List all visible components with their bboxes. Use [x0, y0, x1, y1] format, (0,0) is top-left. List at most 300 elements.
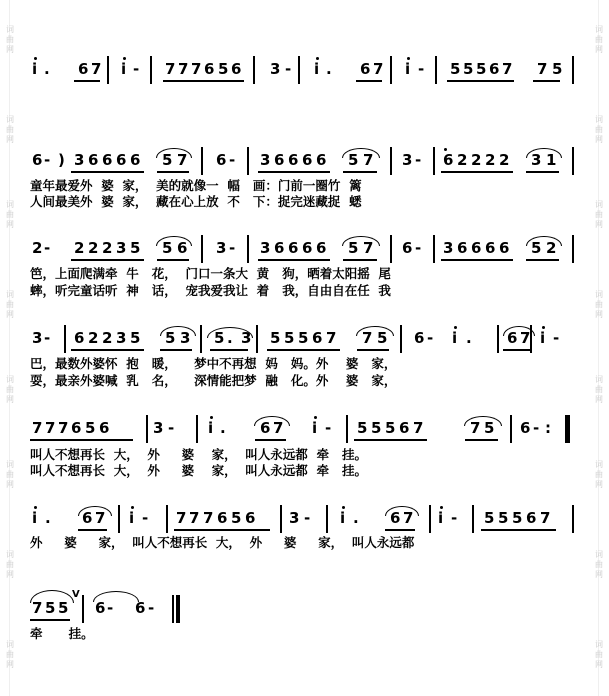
watermark-glyph: 词 [595, 375, 603, 384]
watermark-glyph: 词 [595, 25, 603, 34]
note-digit: 6 [102, 151, 113, 169]
watermark-glyph: 网 [595, 660, 603, 669]
note-digit: 7 [540, 509, 551, 527]
note-digit: 3 [180, 329, 191, 347]
note-digit: 3 [402, 151, 413, 169]
note-digit: 6 [402, 239, 413, 257]
dash: - [415, 151, 422, 169]
note-digit: 7 [189, 509, 200, 527]
note-digit: 6 [95, 599, 106, 617]
watermark-glyph: 网 [595, 220, 603, 229]
note-digit: 2 [471, 151, 482, 169]
note-digit: 7 [91, 60, 102, 78]
note-digit: 6 [71, 419, 82, 437]
watermark-glyphs [2, 550, 18, 580]
barline [172, 595, 174, 623]
note-digit: 3 [32, 329, 43, 347]
beam-underline [354, 439, 427, 441]
watermark-glyph: 网 [6, 220, 14, 229]
watermark-glyphs [591, 640, 607, 670]
note-digit: 7 [413, 419, 424, 437]
watermark-glyph: 曲 [6, 650, 14, 659]
note-digit: 5 [214, 329, 225, 347]
high-octave-dot [407, 57, 410, 60]
note-digit: 5 [385, 419, 396, 437]
note-digit: 5 [162, 151, 173, 169]
barline [253, 56, 255, 84]
beam-underline [258, 171, 330, 173]
note-digit: 6 [99, 419, 110, 437]
notation-row [0, 599, 609, 627]
barline [82, 595, 84, 623]
note-digit: 7 [178, 60, 189, 78]
beam-underline [30, 439, 133, 441]
note-digit: i [405, 60, 411, 78]
watermark-glyphs [591, 25, 607, 55]
note-digit: 6 [274, 151, 285, 169]
dash: - [427, 329, 434, 347]
note-digit: 7 [32, 419, 43, 437]
notation-row [0, 151, 609, 179]
barline [256, 325, 258, 353]
note-digit: 6 [130, 151, 141, 169]
watermark-glyphs [591, 115, 607, 145]
watermark-glyph: 网 [6, 570, 14, 579]
watermark-glyphs [591, 550, 607, 580]
lyric-line: 童年最爱外 婆 家， 美的就像一 幅 画：门前一圈竹 篱 [30, 178, 362, 193]
note-digit: 3 [74, 151, 85, 169]
note-digit: 3 [153, 419, 164, 437]
barline [150, 56, 152, 84]
note-digit: 2 [88, 329, 99, 347]
barline [247, 235, 249, 263]
note-digit: i [312, 419, 318, 437]
slur [93, 591, 139, 602]
note-digit: 2 [485, 151, 496, 169]
note-digit: 6 [288, 151, 299, 169]
watermark-glyph: 曲 [6, 385, 14, 394]
watermark-glyph: 网 [595, 570, 603, 579]
note-digit: 2 [546, 239, 557, 257]
barline [346, 415, 348, 443]
note-digit: 3 [260, 151, 271, 169]
dot: . [326, 60, 332, 78]
final-bar [176, 595, 180, 623]
note-digit: 3 [270, 60, 281, 78]
dash: - [133, 60, 140, 78]
dot: . [45, 509, 51, 527]
note-digit: 3 [531, 151, 542, 169]
lyric-line: 人间最美外 婆 家， 藏在心上放 不 下：捉完迷藏捉 蟋 [30, 194, 362, 209]
watermark-glyph: 网 [595, 45, 603, 54]
note-digit: 5 [377, 329, 388, 347]
dash: - [168, 419, 175, 437]
watermark-glyph: 网 [595, 480, 603, 489]
note-digit: 6 [32, 151, 43, 169]
note-digit: 3 [443, 239, 454, 257]
slur [385, 506, 419, 516]
watermark-glyph: 词 [6, 550, 14, 559]
notation-row [0, 419, 609, 447]
note-digit: i [208, 419, 214, 437]
barline [433, 235, 435, 263]
note-digit: 7 [373, 60, 384, 78]
note-digit: 5 [531, 239, 542, 257]
watermark-glyph: 词 [595, 550, 603, 559]
repeat-end-bar [566, 415, 570, 443]
note-digit: 6 [443, 151, 454, 169]
watermark-glyphs [591, 290, 607, 320]
note-digit: 2 [74, 239, 85, 257]
high-octave-dot [210, 416, 213, 419]
note-digit: 6 [217, 509, 228, 527]
barline [572, 505, 574, 533]
watermark-glyphs [2, 115, 18, 145]
barline [472, 505, 474, 533]
note-digit: 7 [362, 329, 373, 347]
beam-underline [174, 529, 270, 531]
beam-underline [343, 171, 377, 173]
dash: - [148, 599, 155, 617]
watermark-glyph: 网 [6, 660, 14, 669]
watermark-glyph: 曲 [595, 650, 603, 659]
note-digit: 6 [288, 239, 299, 257]
lyric-line: 笆，上面爬满牵 牛 花， 门口一条大 黄 狗，晒着太阳摇 尾 [30, 266, 391, 281]
beam-underline [385, 529, 415, 531]
note-digit: 7 [273, 419, 284, 437]
lyric-line: 牵 挂。 [30, 626, 94, 641]
note-digit: 6 [499, 239, 510, 257]
beam-underline [441, 259, 513, 261]
barline [298, 56, 300, 84]
note-digit: 6 [274, 239, 285, 257]
barline [201, 147, 203, 175]
high-octave-dot [444, 148, 447, 151]
watermark-glyph: 曲 [595, 210, 603, 219]
beam-underline [71, 349, 144, 351]
beam-underline [258, 259, 330, 261]
note-digit: 7 [176, 509, 187, 527]
note-digit: 7 [470, 419, 481, 437]
slur [254, 416, 290, 426]
note-digit: i [32, 509, 38, 527]
notation-row [0, 239, 609, 267]
note-digit: 6 [245, 509, 256, 527]
note-digit: 6 [316, 239, 327, 257]
note-digit: 7 [95, 509, 106, 527]
note-digit: 7 [363, 239, 374, 257]
dash: - [533, 419, 540, 437]
high-octave-dot [34, 57, 37, 60]
barline [572, 147, 574, 175]
watermark-glyph: 曲 [595, 125, 603, 134]
barline [510, 415, 512, 443]
beam-underline [441, 171, 513, 173]
note-digit: 7 [537, 60, 548, 78]
note-digit: 5 [348, 151, 359, 169]
watermark-glyph: 网 [595, 310, 603, 319]
beam-underline [267, 349, 340, 351]
high-octave-dot [440, 506, 443, 509]
beam-underline [71, 259, 144, 261]
note-digit: 3 [116, 329, 127, 347]
barline [572, 235, 574, 263]
note-digit: 5 [58, 599, 69, 617]
note-digit: 5 [298, 329, 309, 347]
watermark-glyph: 词 [6, 25, 14, 34]
note-digit: 7 [403, 509, 414, 527]
beam-underline [30, 619, 70, 621]
notation-row [0, 60, 609, 88]
barline [429, 505, 431, 533]
watermark-glyph: 词 [595, 460, 603, 469]
watermark-glyph: 词 [595, 640, 603, 649]
dash: - [285, 60, 292, 78]
watermark-glyph: 曲 [6, 470, 14, 479]
note-digit: 2 [32, 239, 43, 257]
note-digit: 1 [546, 151, 557, 169]
note-digit: 6 [471, 239, 482, 257]
note-digit: 2 [88, 239, 99, 257]
note-digit: 7 [165, 60, 176, 78]
slur [342, 148, 380, 158]
dash: - [415, 239, 422, 257]
barline [166, 505, 168, 533]
beam-underline [503, 349, 530, 351]
slur [526, 148, 562, 158]
note-digit: 2 [457, 151, 468, 169]
dash: - [451, 509, 458, 527]
note-digit: i [452, 329, 458, 347]
watermark-glyph: 曲 [6, 125, 14, 134]
watermark-glyphs [2, 25, 18, 55]
barline [64, 325, 66, 353]
watermark-glyph: 词 [595, 200, 603, 209]
note-digit: 5 [512, 509, 523, 527]
note-digit: 6 [312, 329, 323, 347]
note-digit: 6 [78, 60, 89, 78]
note-digit: 7 [177, 151, 188, 169]
beam-underline [210, 349, 248, 351]
barline [433, 147, 435, 175]
note-digit: 6 [360, 60, 371, 78]
dash: - [229, 151, 236, 169]
barline [400, 325, 402, 353]
note-digit: 6 [316, 151, 327, 169]
beam-underline [78, 529, 107, 531]
note-digit: 7 [502, 60, 513, 78]
watermark-glyph: 词 [595, 290, 603, 299]
high-octave-dot [34, 506, 37, 509]
watermark-glyph: 曲 [6, 210, 14, 219]
note-digit: 7 [326, 329, 337, 347]
note-digit: 6 [260, 419, 271, 437]
beam-underline [157, 259, 189, 261]
dash: - [229, 239, 236, 257]
lyric-line: 叫人不想再长 大， 外 婆 家， 叫人永远都 牵 挂。 [30, 463, 368, 478]
note-digit: i [314, 60, 320, 78]
note-digit: 5 [130, 239, 141, 257]
slur [526, 236, 562, 246]
note-digit: i [32, 60, 38, 78]
barline [118, 505, 120, 533]
note-digit: 6 [88, 151, 99, 169]
note-digit: i [121, 60, 127, 78]
note-digit: 5 [348, 239, 359, 257]
note-digit: 6 [414, 329, 425, 347]
note-digit: 6 [489, 60, 500, 78]
high-octave-dot [316, 57, 319, 60]
barline [107, 56, 109, 84]
lyric-line: 蟀，听完童话听 神 话， 宠我爱我让 着 我，自由自在任 我 [30, 283, 391, 298]
note-digit: 6 [116, 151, 127, 169]
beam-underline [71, 171, 144, 173]
watermark-glyph: 词 [6, 460, 14, 469]
dash: - [44, 329, 51, 347]
watermark-glyph: 曲 [595, 560, 603, 569]
watermark-glyph: 曲 [6, 300, 14, 309]
watermark-glyph: 曲 [595, 35, 603, 44]
dot: . [227, 329, 233, 347]
barline [196, 415, 198, 443]
barline [435, 56, 437, 84]
high-octave-dot [542, 326, 545, 329]
dash: - [107, 599, 114, 617]
note-digit: 5 [231, 509, 242, 527]
beam-underline [163, 80, 244, 82]
note-digit: 6 [390, 509, 401, 527]
note-digit: 5 [130, 329, 141, 347]
note-digit: i [540, 329, 546, 347]
slur [156, 236, 192, 246]
note-digit: 6 [302, 239, 313, 257]
note-digit: 5 [552, 60, 563, 78]
note-digit: 7 [45, 419, 56, 437]
note-digit: 3 [116, 239, 127, 257]
note-digit: 6 [204, 60, 215, 78]
note-digit: 3 [289, 509, 300, 527]
barline [390, 235, 392, 263]
note-digit: 5 [85, 419, 96, 437]
slur [464, 416, 502, 426]
high-octave-dot [123, 57, 126, 60]
dash: - [44, 239, 51, 257]
beam-underline [343, 259, 377, 261]
beam-underline [533, 80, 560, 82]
note-digit: 5 [45, 599, 56, 617]
note-digit: 5 [270, 329, 281, 347]
slur [78, 506, 112, 516]
watermark-glyphs [591, 200, 607, 230]
note-digit: 6 [507, 329, 518, 347]
watermark-glyph: 词 [6, 290, 14, 299]
beam-underline [357, 349, 389, 351]
watermark-glyphs [591, 375, 607, 405]
note-digit: 6 [399, 419, 410, 437]
dot: . [353, 509, 359, 527]
note-digit: 6 [216, 151, 227, 169]
barline [497, 325, 499, 353]
dash: - [418, 60, 425, 78]
watermark-glyphs [2, 460, 18, 490]
beam-underline [526, 259, 559, 261]
beam-underline [356, 80, 382, 82]
watermark-glyphs [2, 290, 18, 320]
note-digit: 5 [165, 329, 176, 347]
note-digit: 5 [450, 60, 461, 78]
slur [342, 236, 380, 246]
slur [156, 148, 192, 158]
note-digit: 6 [74, 329, 85, 347]
note-digit: 5 [357, 419, 368, 437]
watermark-glyph: 曲 [6, 35, 14, 44]
barline [146, 415, 148, 443]
note-digit: 7 [191, 60, 202, 78]
barline [572, 56, 574, 84]
watermark-glyph: 曲 [595, 300, 603, 309]
note-digit: 5 [484, 419, 495, 437]
note-digit: 6 [231, 60, 242, 78]
watermark-glyph: 词 [6, 200, 14, 209]
watermark-glyph: 网 [6, 395, 14, 404]
watermark-glyph: 词 [6, 115, 14, 124]
watermark-glyphs [2, 200, 18, 230]
dash: - [325, 419, 332, 437]
high-octave-dot [314, 416, 317, 419]
note-digit: 2 [102, 239, 113, 257]
dot: . [466, 329, 472, 347]
note-digit: 7 [32, 599, 43, 617]
watermark-glyph: 词 [6, 640, 14, 649]
barline [390, 147, 392, 175]
dash: - [44, 151, 51, 169]
barline [247, 147, 249, 175]
barline [201, 235, 203, 263]
beam-underline [74, 80, 100, 82]
watermark-glyph: 网 [595, 395, 603, 404]
high-octave-dot [454, 326, 457, 329]
note-digit: ) [58, 151, 65, 169]
note-digit: 6 [526, 509, 537, 527]
watermark-glyph: 词 [595, 115, 603, 124]
note-digit: 5 [498, 509, 509, 527]
watermark-glyph: 网 [6, 480, 14, 489]
barline [390, 56, 392, 84]
note-digit: 6 [82, 509, 93, 527]
note-digit: 5 [476, 60, 487, 78]
lyric-line: 外 婆 家， 叫人不想再长 大， 外 婆 家， 叫人永远都 [30, 535, 415, 550]
watermark-glyphs [2, 375, 18, 405]
beam-underline [255, 439, 286, 441]
watermark-glyph: 网 [6, 135, 14, 144]
note-digit: 7 [58, 419, 69, 437]
note-digit: 2 [102, 329, 113, 347]
lyric-line: 叫人不想再长 大， 外 婆 家， 叫人永远都 牵 挂。 [30, 447, 368, 462]
beam-underline [447, 80, 514, 82]
watermark-glyph: 网 [6, 45, 14, 54]
high-octave-dot [342, 506, 345, 509]
note-digit: 5 [162, 239, 173, 257]
slur [30, 590, 74, 603]
dot: . [44, 60, 50, 78]
dash: - [553, 329, 560, 347]
dot: . [220, 419, 226, 437]
beam-underline [157, 171, 189, 173]
dash: - [304, 509, 311, 527]
note-digit: 6 [485, 239, 496, 257]
note-digit: 5 [463, 60, 474, 78]
dash: - [142, 509, 149, 527]
